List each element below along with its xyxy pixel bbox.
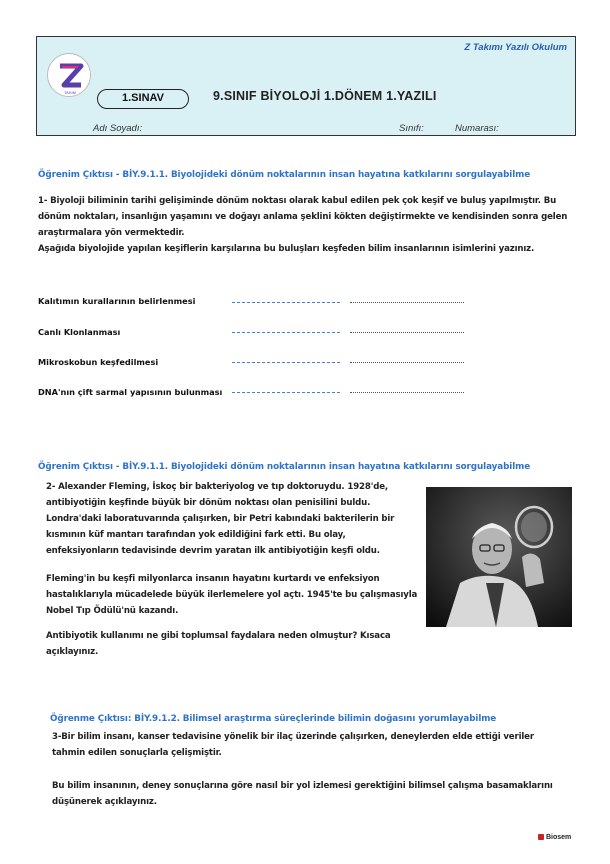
q2-text-2 <box>46 571 426 619</box>
q2-learning-outcome: Öğrenim Çıktısı - BİY.9.1.1. Biyolojideki dönüm noktalarının insan hayatına katkılarını sorgulayabilme <box>38 462 531 472</box>
q2-question <box>46 628 426 660</box>
q3-line: tahmin edilen sonuçlarla çelişmiştir. <box>52 748 222 758</box>
class-label: Sınıfı: <box>399 123 424 134</box>
q2-line: açıklayınız. <box>46 647 99 657</box>
q3-line: düşünerek açıklayınız. <box>52 797 157 807</box>
q2-line: Nobel Tıp Ödülü'nü kazandı. <box>46 606 179 616</box>
q1-answer-dash-line <box>232 362 340 363</box>
scientist-portrait-icon <box>426 487 572 627</box>
q1-line: dönüm noktaları, insanlığın yaşamını ve doğayı anlama şeklini kökten değiştirmekte ve kendisinden sonra gelen <box>38 212 568 222</box>
q2-line: 2- Alexander Fleming, İskoç bir bakteriyolog ve tıp doktoruydu. 1928'de, <box>46 482 388 492</box>
exam-header <box>36 36 576 136</box>
fleming-photo <box>426 487 572 627</box>
q1-line: araştırmalara yön vermektedir. <box>38 228 185 238</box>
q1-row-label: DNA'nın çift sarmal yapısının bulunması <box>38 387 223 397</box>
q1-answer-dot-line <box>350 362 464 363</box>
q2-line: Londra'daki laboratuvarında çalışırken, bir Petri kabındaki bakterilerin bir <box>46 514 395 524</box>
q2-line: enfeksiyonların tedavisinde devrim yaratan ilk antibiyotiğin keşfi oldu. <box>46 546 380 556</box>
q1-answer-dot-line <box>350 302 464 303</box>
q3-line: 3-Bir bilim insanı, kanser tedavisine yönelik bir ilaç üzerinde çalışırken, deneylerden elde ettiği veriler <box>52 732 534 742</box>
school-name: Z Takımı Yazılı Okulum <box>464 42 567 53</box>
student-number-label: Numarası: <box>455 123 499 134</box>
q2-line: antibiyotiğin keşfinde büyük bir dönüm noktası olan penisilini buldu. <box>46 498 371 508</box>
q1-row-label: Canlı Klonlanması <box>38 327 121 337</box>
school-logo <box>47 53 91 97</box>
svg-text:TAKIM: TAKIM <box>64 90 76 95</box>
q1-answer-dash-line <box>232 332 340 333</box>
q2-text <box>46 479 426 559</box>
q1-answer-dot-line <box>350 332 464 333</box>
q3-line: Bu bilim insanının, deney sonuçlarına göre nasıl bir yol izlemesi gerektiğini bilimsel çalışma basamaklarını <box>52 781 553 791</box>
publisher-name: Biosem <box>545 834 572 841</box>
q2-line: hastalıklarıyla mücadelede büyük ilerlemelere yol açtı. 1945'te bu çalışmasıyla <box>46 590 418 600</box>
q2-line: kısmının küf mantarı tarafından yok edildiğini fark etti. Bu olay, <box>46 530 346 540</box>
exam-title: 9.SINIF BİYOLOJİ 1.DÖNEM 1.YAZILI <box>213 89 437 103</box>
q1-answer-dash-line <box>232 392 340 393</box>
logo-z-icon <box>48 54 91 97</box>
q1-learning-outcome: Öğrenim Çıktısı - BİY.9.1.1. Biyolojideki dönüm noktalarının insan hayatına katkılarını sorgulayabilme <box>38 170 531 180</box>
q1-line: 1- Biyoloji biliminin tarihi̇ gelişiminde dönüm noktası olarak kabul edilen pek çok keşif ve buluş yapılmıştır. Bu <box>38 196 557 206</box>
exam-number-badge: 1.SINAV <box>97 89 189 109</box>
q2-line: Antibiyotik kullanımı ne gibi toplumsal faydalara neden olmuştur? Kısaca <box>46 631 391 641</box>
q1-row-label: Kalıtımın kurallarının belirlenmesi <box>38 296 196 306</box>
publisher-watermark <box>538 834 571 841</box>
q1-row-label: Mikroskobun keşfedilmesi <box>38 357 159 367</box>
q3-question <box>52 778 592 810</box>
q2-line: Fleming'in bu keşfi milyonlarca insanın hayatını kurtardı ve enfeksiyon <box>46 574 380 584</box>
q1-text <box>38 193 583 257</box>
q3-learning-outcome: Öğrenme Çıktısı: BİY.9.1.2. Bilimsel araştırma süreçlerinde bilimin doğasını yorumlayabilme <box>50 714 497 724</box>
q1-answer-dot-line <box>350 392 464 393</box>
q3-text <box>52 729 592 761</box>
q1-answer-dash-line <box>232 302 340 303</box>
student-name-label: Adı Soyadı: <box>93 123 143 134</box>
q1-line: Aşağıda biyolojide yapılan keşiflerin karşılarına bu buluşları keşfeden bilim insanlarının isimlerini yazınız. <box>38 244 535 254</box>
biosem-logo-icon <box>538 834 544 840</box>
